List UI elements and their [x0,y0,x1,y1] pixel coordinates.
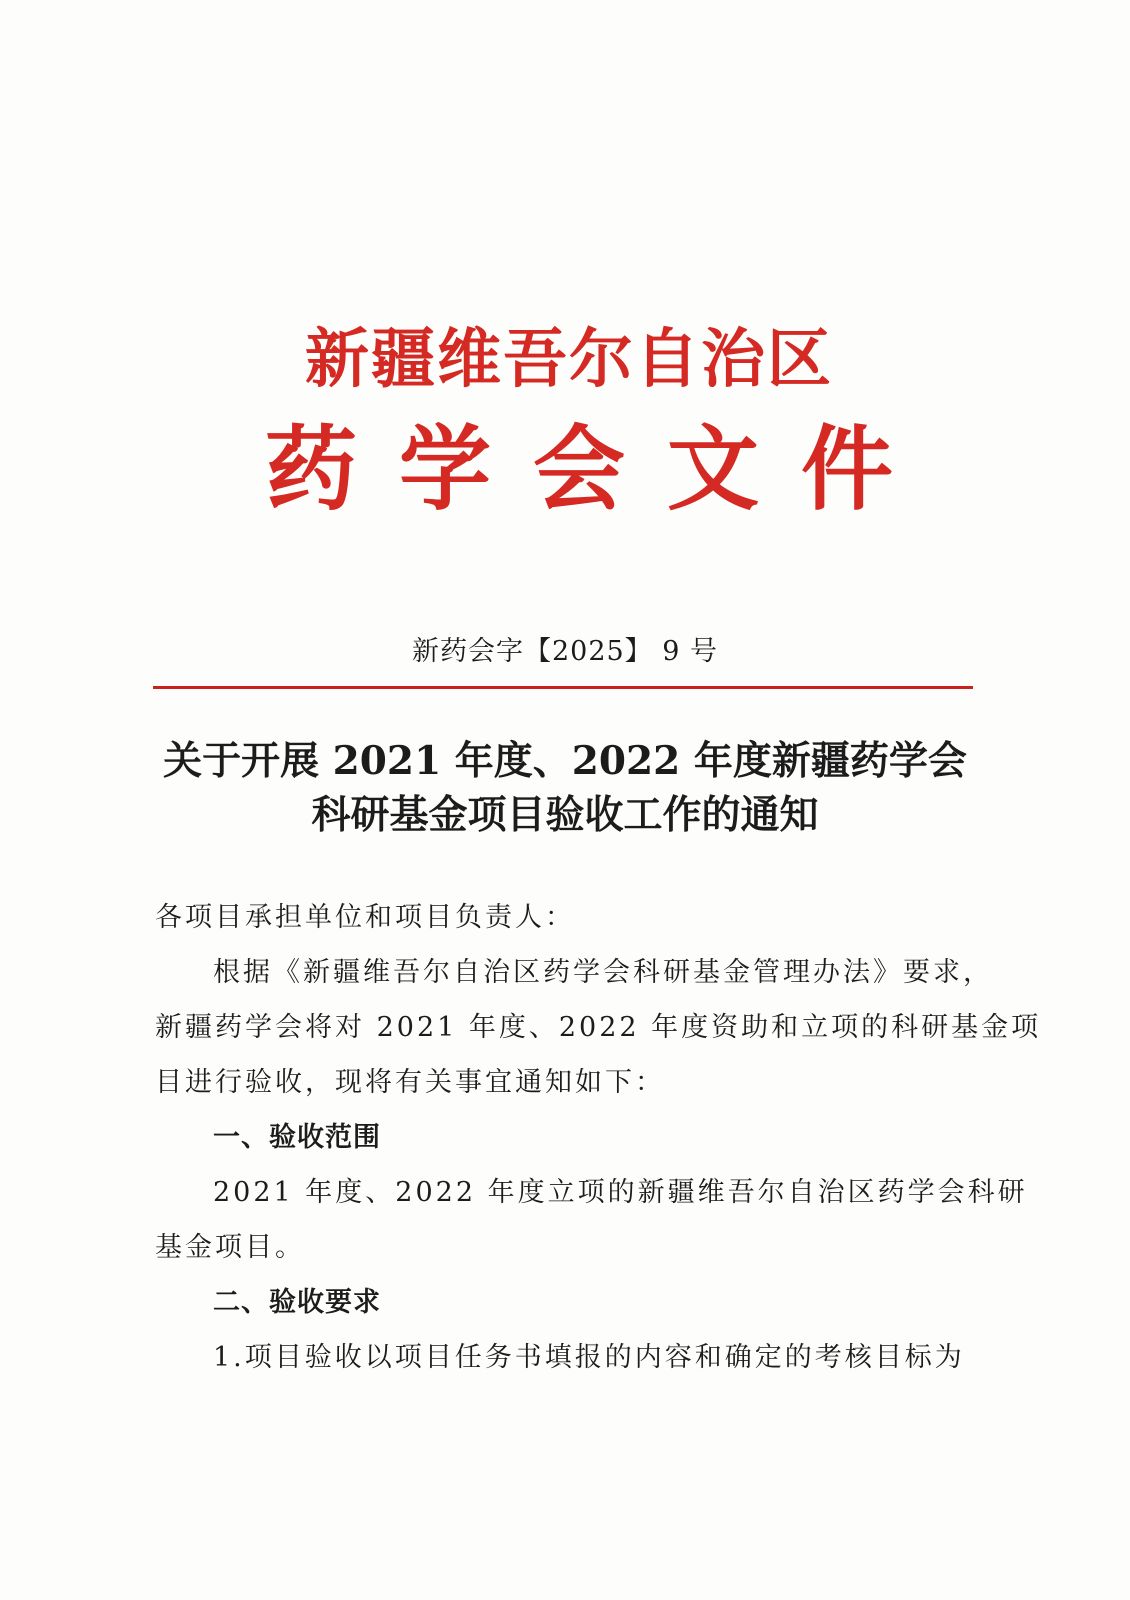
document-title [0,734,1130,842]
section1-line1: 2021 年度、2022 年度立项的新疆维吾尔自治区药学会科研 [213,1177,1028,1208]
intro-line1: 根据《新疆维吾尔自治区药学会科研基金管理办法》要求， [213,957,993,988]
section1-heading: 一、验收范围 [213,1122,381,1153]
section2-heading: 二、验收要求 [213,1287,381,1318]
title-line1: 关于开展 2021 年度、2022 年度新疆药学会 [163,738,967,784]
salutation: 各项目承担单位和项目负责人： [155,902,575,933]
document-number: 新药会字【2025】 9 号 [411,636,719,667]
item1-line1: 1.项目验收以项目任务书填报的内容和确定的考核目标为 [213,1342,965,1373]
title-line2: 科研基金项目验收工作的通知 [311,792,819,838]
issuer-header-line1: 新疆维吾尔自治区 [305,322,833,397]
issuer-header-line2: 药学会文件 [264,415,935,523]
intro-line3: 目进行验收，现将有关事宜通知如下： [155,1067,665,1098]
section1-line2: 基金项目。 [155,1232,305,1263]
intro-line2: 新疆药学会将对 2021 年度、2022 年度资助和立项的科研基金项 [155,1012,1042,1043]
header-divider [153,686,973,689]
document-body [155,890,1042,1385]
